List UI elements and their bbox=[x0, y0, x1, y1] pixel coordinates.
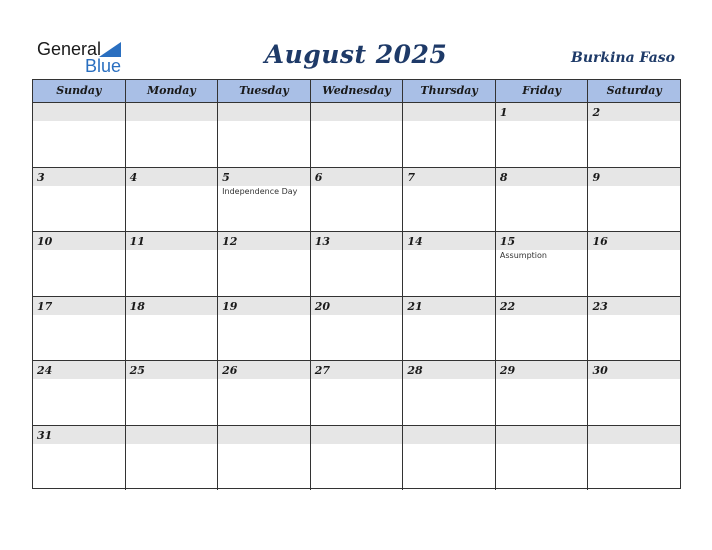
logo-text-general: General bbox=[37, 39, 102, 59]
weekday-wednesday: Wednesday bbox=[310, 80, 403, 102]
day-number: 8 bbox=[496, 168, 588, 186]
holiday-label bbox=[218, 250, 310, 251]
day-number: 15 bbox=[496, 232, 588, 250]
day-cell bbox=[310, 103, 403, 167]
holiday-label bbox=[126, 379, 218, 380]
day-number: 16 bbox=[588, 232, 680, 250]
day-number: 2 bbox=[588, 103, 680, 121]
holiday-label bbox=[403, 186, 495, 187]
day-cell bbox=[217, 232, 310, 296]
day-number bbox=[311, 103, 403, 121]
holiday-label bbox=[33, 121, 125, 122]
day-number bbox=[403, 426, 495, 444]
day-number: 10 bbox=[33, 232, 125, 250]
holiday-label bbox=[588, 121, 680, 122]
day-number: 4 bbox=[126, 168, 218, 186]
day-number: 30 bbox=[588, 361, 680, 379]
day-number bbox=[496, 426, 588, 444]
day-number bbox=[126, 426, 218, 444]
day-number: 23 bbox=[588, 297, 680, 315]
holiday-label bbox=[126, 186, 218, 187]
day-number: 24 bbox=[33, 361, 125, 379]
holiday-label bbox=[588, 444, 680, 445]
week-row bbox=[33, 232, 680, 297]
day-cell bbox=[587, 361, 680, 425]
day-cell bbox=[310, 232, 403, 296]
day-number: 21 bbox=[403, 297, 495, 315]
holiday-label bbox=[218, 121, 310, 122]
day-cell bbox=[402, 297, 495, 361]
holiday-label bbox=[311, 444, 403, 445]
weekday-tuesday: Tuesday bbox=[217, 80, 310, 102]
weekday-thursday: Thursday bbox=[402, 80, 495, 102]
day-number: 28 bbox=[403, 361, 495, 379]
day-number: 19 bbox=[218, 297, 310, 315]
week-row bbox=[33, 103, 680, 168]
day-cell bbox=[402, 103, 495, 167]
holiday-label bbox=[311, 250, 403, 251]
day-number: 6 bbox=[311, 168, 403, 186]
day-number: 18 bbox=[126, 297, 218, 315]
day-cell bbox=[125, 426, 218, 491]
day-number: 20 bbox=[311, 297, 403, 315]
day-number: 1 bbox=[496, 103, 588, 121]
holiday-label bbox=[496, 444, 588, 445]
holiday-label bbox=[403, 379, 495, 380]
day-cell bbox=[33, 168, 125, 232]
day-cell bbox=[495, 426, 588, 491]
day-cell bbox=[33, 103, 125, 167]
holiday-label bbox=[311, 379, 403, 380]
holiday-label bbox=[588, 379, 680, 380]
day-cell bbox=[495, 297, 588, 361]
week-row bbox=[33, 297, 680, 362]
weekday-sunday: Sunday bbox=[56, 84, 102, 97]
holiday-label bbox=[126, 250, 218, 251]
day-cell bbox=[125, 232, 218, 296]
holiday-label bbox=[311, 186, 403, 187]
day-cell bbox=[125, 168, 218, 232]
day-cell bbox=[402, 361, 495, 425]
day-number: 3 bbox=[33, 168, 125, 186]
day-number bbox=[403, 103, 495, 121]
day-number bbox=[126, 103, 218, 121]
holiday-label bbox=[126, 444, 218, 445]
holiday-label bbox=[33, 379, 125, 380]
day-cell bbox=[495, 361, 588, 425]
day-cell bbox=[217, 361, 310, 425]
day-cell bbox=[495, 232, 588, 296]
weekday-header-row bbox=[33, 80, 680, 103]
day-number: 7 bbox=[403, 168, 495, 186]
day-cell bbox=[125, 297, 218, 361]
holiday-label bbox=[403, 121, 495, 122]
holiday-label bbox=[218, 379, 310, 380]
day-cell bbox=[402, 426, 495, 491]
holiday-label bbox=[218, 444, 310, 445]
day-cell bbox=[33, 232, 125, 296]
day-number: 5 bbox=[218, 168, 310, 186]
day-cell bbox=[217, 297, 310, 361]
day-cell bbox=[587, 103, 680, 167]
day-number: 14 bbox=[403, 232, 495, 250]
day-cell bbox=[587, 426, 680, 491]
day-number: 22 bbox=[496, 297, 588, 315]
day-number: 12 bbox=[218, 232, 310, 250]
holiday-label: Independence Day bbox=[222, 186, 298, 196]
holiday-label bbox=[588, 186, 680, 187]
day-cell bbox=[217, 103, 310, 167]
day-cell bbox=[402, 232, 495, 296]
calendar-title: August 2025 bbox=[264, 40, 448, 69]
day-number: 26 bbox=[218, 361, 310, 379]
holiday-label bbox=[126, 121, 218, 122]
holiday-label bbox=[588, 250, 680, 251]
day-cell bbox=[587, 168, 680, 232]
day-number: 13 bbox=[311, 232, 403, 250]
day-cell bbox=[217, 168, 310, 232]
day-cell bbox=[217, 426, 310, 491]
holiday-label bbox=[496, 121, 588, 122]
day-cell bbox=[33, 297, 125, 361]
day-number bbox=[33, 103, 125, 121]
day-number bbox=[218, 103, 310, 121]
holiday-label bbox=[496, 379, 588, 380]
day-number: 27 bbox=[311, 361, 403, 379]
day-cell bbox=[587, 297, 680, 361]
day-number: 31 bbox=[33, 426, 125, 444]
day-cell bbox=[495, 103, 588, 167]
calendar-grid bbox=[32, 79, 681, 489]
holiday-label bbox=[403, 444, 495, 445]
day-number: 11 bbox=[126, 232, 218, 250]
week-row bbox=[33, 361, 680, 426]
day-cell bbox=[33, 361, 125, 425]
day-cell bbox=[33, 426, 125, 491]
day-cell bbox=[402, 168, 495, 232]
holiday-label bbox=[33, 186, 125, 187]
day-cell bbox=[310, 168, 403, 232]
country-name: Burkina Faso bbox=[571, 50, 675, 66]
day-number bbox=[311, 426, 403, 444]
day-number: 25 bbox=[126, 361, 218, 379]
weekday-saturday: Saturday bbox=[587, 80, 680, 102]
day-cell bbox=[587, 232, 680, 296]
day-number: 9 bbox=[588, 168, 680, 186]
holiday-label bbox=[33, 250, 125, 251]
day-number bbox=[218, 426, 310, 444]
day-number bbox=[588, 426, 680, 444]
week-row bbox=[33, 426, 680, 491]
day-cell bbox=[125, 361, 218, 425]
day-cell bbox=[495, 168, 588, 232]
weekday-monday: Monday bbox=[125, 80, 218, 102]
day-cell bbox=[310, 297, 403, 361]
day-cell bbox=[310, 426, 403, 491]
holiday-label bbox=[496, 186, 588, 187]
day-cell bbox=[310, 361, 403, 425]
day-cell bbox=[125, 103, 218, 167]
holiday-label bbox=[311, 121, 403, 122]
logo-text-blue: Blue bbox=[85, 56, 122, 76]
holiday-label bbox=[403, 250, 495, 251]
holiday-label: Assumption bbox=[499, 251, 547, 260]
week-row bbox=[33, 168, 680, 233]
day-number: 29 bbox=[496, 361, 588, 379]
day-number: 17 bbox=[33, 297, 125, 315]
weekday-friday: Friday bbox=[495, 80, 588, 102]
